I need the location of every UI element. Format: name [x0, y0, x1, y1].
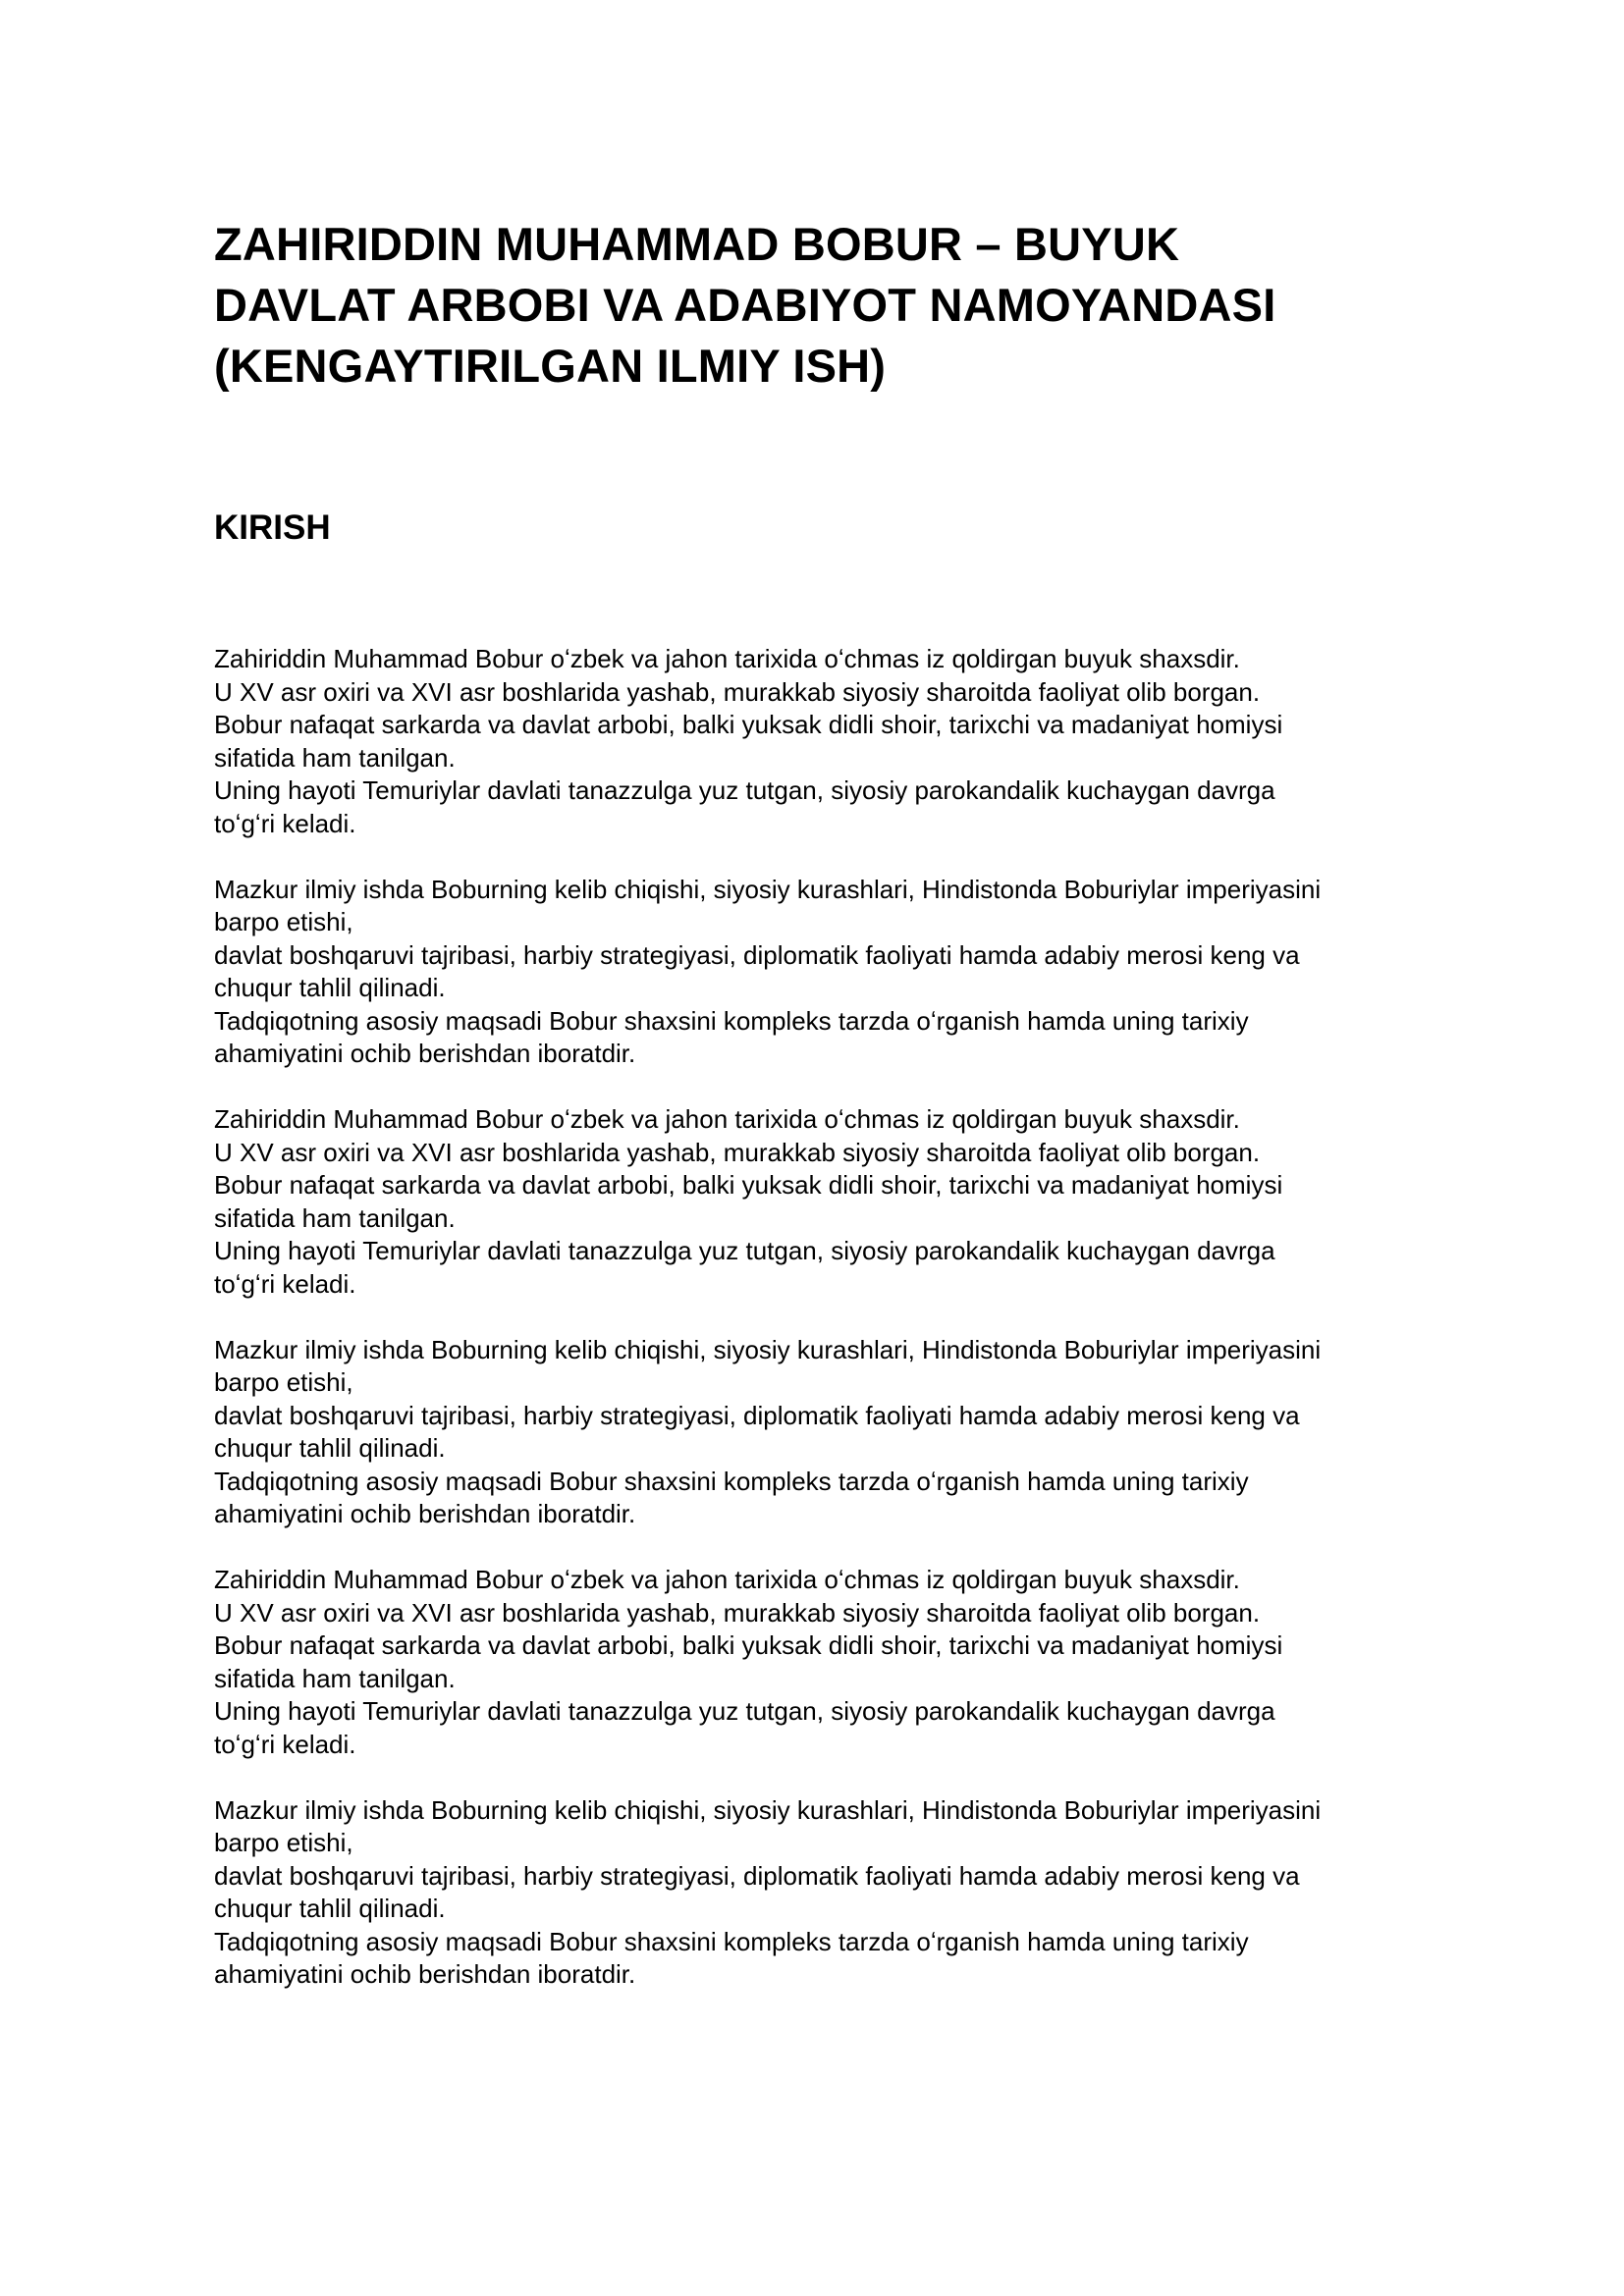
paragraph-line: Tadqiqotning asosiy maqsadi Bobur shaxsini kompleks tarzda oʻrganish hamda uning tarixiy: [214, 1466, 1249, 1496]
paragraph-line: barpo etishi,: [214, 907, 353, 936]
paragraph-line: Bobur nafaqat sarkarda va davlat arbobi, balki yuksak didli shoir, tarixchi va madaniyat homiysi: [214, 1630, 1283, 1660]
paragraph-line: ahamiyatini ochib berishdan iboratdir.: [214, 1959, 636, 1989]
document-title: [214, 214, 1412, 397]
paragraph-line: Uning hayoti Temuriylar davlati tanazzulga yuz tutgan, siyosiy parokandalik kuchaygan davrga: [214, 1236, 1275, 1265]
paragraph-line: ahamiyatini ochib berishdan iboratdir.: [214, 1499, 636, 1528]
paragraph-line: chuqur tahlil qilinadi.: [214, 1433, 446, 1463]
paragraph-line: Uning hayoti Temuriylar davlati tanazzulga yuz tutgan, siyosiy parokandalik kuchaygan davrga: [214, 1696, 1275, 1726]
paragraph-line: sifatida ham tanilgan.: [214, 742, 456, 773]
paragraph-line: Tadqiqotning asosiy maqsadi Bobur shaxsini kompleks tarzda oʻrganish hamda uning tarixiy: [214, 1005, 1249, 1036]
paragraph: [214, 643, 1412, 840]
paragraph-line: sifatida ham tanilgan.: [214, 1663, 456, 1693]
paragraph-line: Mazkur ilmiy ishda Boburning kelib chiqishi, siyosiy kurashlari, Hindistonda Boburiylar imperiyasini: [214, 874, 1322, 904]
paragraph: [214, 1794, 1412, 1992]
paragraph-line: davlat boshqaruvi tajribasi, harbiy strategiyasi, diplomatik faoliyati hamda adabiy merosi keng va: [214, 939, 1300, 970]
paragraph-line: Tadqiqotning asosiy maqsadi Bobur shaxsini kompleks tarzda oʻrganish hamda uning tarixiy: [214, 1926, 1249, 1956]
paragraph-line: Uning hayoti Temuriylar davlati tanazzulga yuz tutgan, siyosiy parokandalik kuchaygan davrga: [214, 775, 1275, 805]
paragraph-line: U XV asr oxiri va XVI asr boshlarida yashab, murakkab siyosiy sharoitda faoliyat olib borgan.: [214, 1597, 1261, 1628]
paragraph-line: Zahiriddin Muhammad Bobur oʻzbek va jahon tarixida oʻchmas iz qoldirgan buyuk shaxsdir.: [214, 1104, 1240, 1134]
paragraph: [214, 1334, 1412, 1531]
paragraph-line: Zahiriddin Muhammad Bobur oʻzbek va jahon tarixida oʻchmas iz qoldirgan buyuk shaxsdir.: [214, 1565, 1240, 1594]
paragraph-line: Bobur nafaqat sarkarda va davlat arbobi, balki yuksak didli shoir, tarixchi va madaniyat homiysi: [214, 710, 1283, 739]
document-title-line: ZAHIRIDDIN MUHAMMAD BOBUR – BUYUK: [214, 218, 1180, 270]
paragraph: [214, 1103, 1412, 1301]
paragraph: [214, 1564, 1412, 1761]
paragraph-line: Mazkur ilmiy ishda Boburning kelib chiqishi, siyosiy kurashlari, Hindistonda Boburiylar imperiyasini: [214, 1334, 1322, 1364]
paragraph-line: davlat boshqaruvi tajribasi, harbiy strategiyasi, diplomatik faoliyati hamda adabiy merosi keng va: [214, 1400, 1300, 1430]
paragraph-line: U XV asr oxiri va XVI asr boshlarida yashab, murakkab siyosiy sharoitda faoliyat olib borgan.: [214, 1137, 1261, 1167]
paragraph-line: barpo etishi,: [214, 1828, 353, 1857]
paragraph-line: toʻgʻri keladi.: [214, 808, 356, 838]
document-body: [214, 643, 1412, 2024]
paragraph-line: Mazkur ilmiy ishda Boburning kelib chiqishi, siyosiy kurashlari, Hindistonda Boburiylar imperiyasini: [214, 1794, 1322, 1825]
section-heading-kirish: KIRISH: [214, 508, 331, 547]
paragraph-line: chuqur tahlil qilinadi.: [214, 973, 446, 1002]
paragraph-line: U XV asr oxiri va XVI asr boshlarida yashab, murakkab siyosiy sharoitda faoliyat olib borgan.: [214, 676, 1261, 707]
paragraph-line: barpo etishi,: [214, 1367, 353, 1397]
paragraph-line: sifatida ham tanilgan.: [214, 1202, 456, 1233]
paragraph-line: Bobur nafaqat sarkarda va davlat arbobi, balki yuksak didli shoir, tarixchi va madaniyat homiysi: [214, 1170, 1283, 1200]
document-title-line: DAVLAT ARBOBI VA ADABIYOT NAMOYANDASI: [214, 279, 1276, 331]
paragraph-line: chuqur tahlil qilinadi.: [214, 1894, 446, 1923]
paragraph: [214, 874, 1412, 1071]
paragraph-line: Zahiriddin Muhammad Bobur oʻzbek va jahon tarixida oʻchmas iz qoldirgan buyuk shaxsdir.: [214, 644, 1240, 673]
paragraph-line: toʻgʻri keladi.: [214, 1268, 356, 1299]
paragraph-line: toʻgʻri keladi.: [214, 1729, 356, 1759]
document-title-line: (KENGAYTIRILGAN ILMIY ISH): [214, 340, 887, 392]
paragraph-line: ahamiyatini ochib berishdan iboratdir.: [214, 1039, 636, 1068]
paragraph-line: davlat boshqaruvi tajribasi, harbiy strategiyasi, diplomatik faoliyati hamda adabiy merosi keng va: [214, 1860, 1300, 1891]
